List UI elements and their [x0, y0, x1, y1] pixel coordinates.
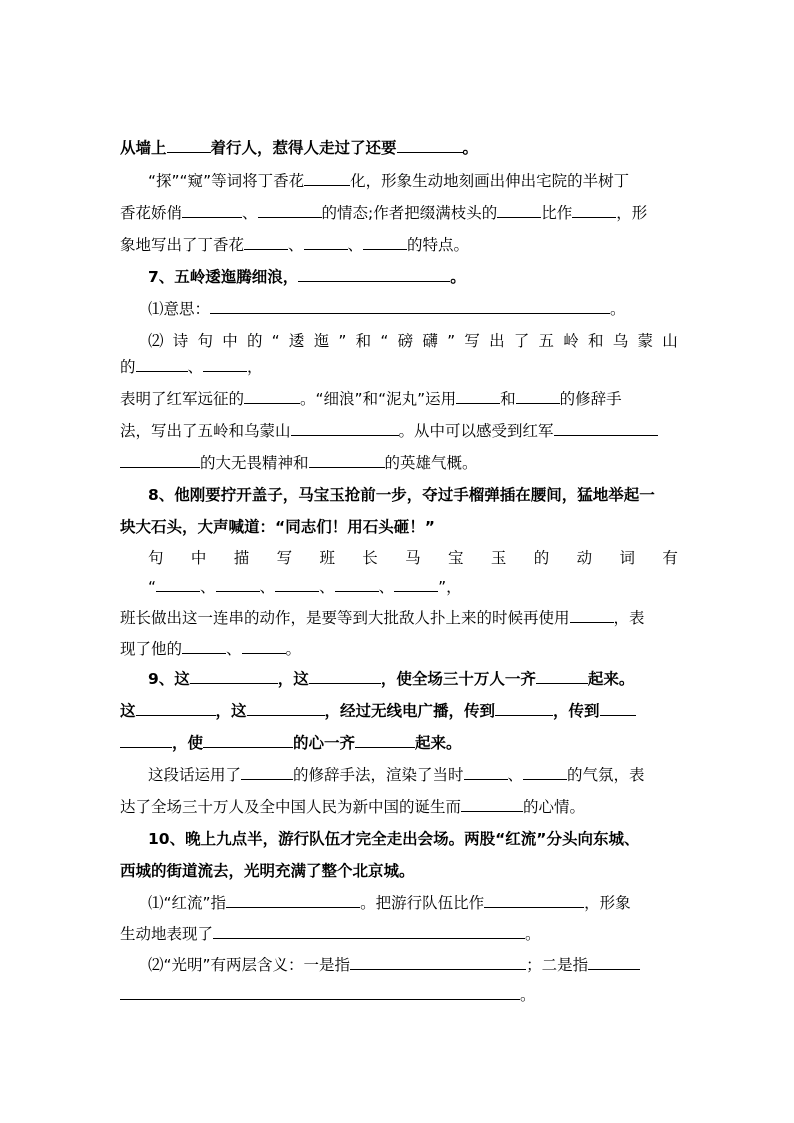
text: 这	[120, 702, 136, 720]
word: 词	[619, 549, 635, 567]
text: ，这	[277, 670, 309, 688]
text: ，形象	[584, 894, 631, 912]
text: 的修辞手	[559, 390, 622, 408]
text: ，形	[616, 204, 648, 222]
word: 长	[362, 549, 378, 567]
text: 。	[462, 139, 479, 157]
word: 和	[588, 332, 604, 350]
blank[interactable]	[182, 203, 242, 218]
text: 。	[525, 925, 541, 943]
q6-line-3	[120, 203, 680, 223]
blank[interactable]	[572, 203, 616, 218]
blank[interactable]	[355, 733, 415, 748]
blank[interactable]	[167, 138, 211, 153]
text: 从墙上	[120, 139, 167, 157]
word: 礴	[422, 332, 438, 350]
text: ”，	[438, 578, 462, 596]
blank[interactable]	[600, 701, 636, 716]
word: 描	[233, 549, 250, 567]
blank[interactable]	[516, 389, 560, 404]
blank[interactable]	[495, 701, 553, 716]
q10-title-2	[120, 861, 680, 881]
blank[interactable]	[298, 267, 450, 282]
q8-verbs	[148, 577, 678, 597]
blank[interactable]	[536, 669, 588, 684]
text: 、	[347, 236, 364, 254]
word: 出	[489, 332, 505, 350]
text: 、	[242, 204, 258, 222]
blank[interactable]	[136, 357, 188, 372]
text: 块大石头，大声喊道：“同志们！用石头砸！”	[120, 518, 435, 536]
text: ⑴意思：	[148, 300, 211, 318]
q7-title	[148, 267, 678, 287]
word: 写	[276, 549, 293, 567]
text: 表明了红军远征的	[120, 390, 245, 408]
text: 的情态;作者把缀满枝头的	[321, 204, 498, 222]
blank[interactable]	[182, 639, 226, 654]
q9-title-3	[120, 733, 680, 753]
word: 中	[190, 549, 207, 567]
text: 起来。	[415, 734, 462, 752]
q9-title-1	[148, 669, 678, 689]
blank[interactable]	[203, 357, 247, 372]
text: 生动地表现了	[120, 925, 214, 943]
blank[interactable]	[120, 733, 172, 748]
text: 、	[226, 640, 242, 658]
text: 的特点。	[407, 236, 470, 254]
word: ”	[338, 332, 347, 350]
blank[interactable]	[120, 453, 200, 468]
blank[interactable]	[210, 299, 610, 314]
text: 这段话运用了	[148, 766, 242, 784]
blank[interactable]	[363, 235, 407, 250]
word: 岭	[563, 332, 579, 350]
text: 化，形象生动地刻画出伸出宅院的半树丁	[350, 172, 630, 190]
blank[interactable]	[588, 955, 640, 970]
text: 的气氛，表	[567, 766, 645, 784]
text: “	[148, 578, 157, 596]
text: 的大无畏精神和	[200, 454, 309, 472]
text: 8、他刚要拧开盖子，马宝玉抢前一步，夺过手榴弹插在腰间，猛地举起一	[148, 486, 655, 504]
text: 班长做出这一连串的动作，是要等到大批敌人扑上来的时候再使用	[120, 609, 570, 627]
blank[interactable]	[241, 765, 293, 780]
blank[interactable]	[275, 577, 319, 592]
text: ，使	[172, 734, 204, 752]
word: 和	[355, 332, 372, 350]
word: 五	[538, 332, 555, 350]
text: 象地写出了丁香花	[120, 236, 245, 254]
text: ，使全场三十万人一齐	[380, 670, 536, 688]
word: 动	[576, 549, 593, 567]
text: 、	[200, 578, 216, 596]
text: ⑵“光明”有两层含义：一是指	[148, 956, 351, 974]
word: 逶	[288, 332, 305, 350]
word: 写	[464, 332, 480, 350]
text: 。	[285, 640, 302, 658]
blank[interactable]	[497, 203, 541, 218]
q8-title-1	[148, 485, 678, 505]
text: 的	[120, 358, 136, 376]
text: 、	[507, 766, 524, 784]
q10-part-1-line-2	[120, 924, 680, 944]
text: 。	[520, 986, 536, 1004]
blank[interactable]	[156, 577, 200, 592]
blank[interactable]	[309, 669, 381, 684]
q10-title-1	[148, 829, 678, 849]
blank[interactable]	[216, 577, 260, 592]
blank[interactable]	[304, 235, 348, 250]
q10-part-2-line-2	[120, 985, 680, 1005]
text: 起来。	[587, 670, 635, 688]
word: 玉	[490, 549, 507, 567]
text: 比作	[541, 204, 573, 222]
text: 。从中可以感受到红军	[398, 422, 554, 440]
q8-title-2	[120, 517, 680, 537]
text: 香花娇俏	[120, 204, 183, 222]
text: 。	[610, 300, 626, 318]
q7-line-4	[120, 389, 680, 409]
text: 。“细浪”和“泥丸”运用	[300, 390, 457, 408]
word: 山	[662, 332, 678, 350]
text: 西城的街道流去，光明充满了整个北京城。	[120, 862, 415, 880]
q7-part-1	[148, 299, 678, 319]
blank[interactable]	[350, 955, 526, 970]
q8-part-1	[148, 548, 678, 568]
text: ，	[247, 358, 263, 376]
blank[interactable]	[304, 171, 350, 186]
blank[interactable]	[464, 765, 508, 780]
blank[interactable]	[244, 235, 288, 250]
text: 9、这	[148, 670, 190, 688]
blank[interactable]	[309, 453, 385, 468]
q7-line-6	[120, 453, 680, 473]
word: 了	[513, 332, 530, 350]
word: 中	[222, 332, 238, 350]
q9-line-5	[120, 797, 680, 817]
text: ，表	[613, 609, 645, 627]
q6-line-1	[120, 138, 680, 158]
q8-line-5	[120, 639, 680, 659]
word: 句	[148, 549, 164, 567]
q8-line-4	[120, 608, 680, 628]
text: 7、五岭逶迤腾细浪，	[148, 268, 299, 286]
text: 的心情。	[523, 798, 586, 816]
word: 迤	[313, 332, 330, 350]
q7-part-2	[148, 331, 678, 351]
text: 法，写出了五岭和乌蒙山	[120, 422, 291, 440]
text: 、	[288, 236, 304, 254]
blank[interactable]	[554, 421, 658, 436]
word: ”	[447, 332, 456, 350]
blank[interactable]	[335, 577, 379, 592]
q9-line-4	[148, 765, 678, 785]
text: ；二是指	[526, 956, 589, 974]
text: 的修辞手法，渲染了当时	[293, 766, 464, 784]
word: 班	[319, 549, 335, 567]
q7-line-5	[120, 421, 680, 441]
text: 、	[259, 578, 276, 596]
word: 乌	[612, 332, 629, 350]
word: 的	[533, 549, 550, 567]
blank[interactable]	[394, 577, 438, 592]
word: 诗	[172, 332, 189, 350]
blank[interactable]	[242, 639, 286, 654]
blank[interactable]	[523, 765, 567, 780]
blank[interactable]	[291, 421, 399, 436]
text: 和	[500, 390, 516, 408]
text: ，这	[215, 702, 247, 720]
blank[interactable]	[247, 701, 325, 716]
text: 着行人，惹得人走过了还要	[210, 139, 397, 157]
blank[interactable]	[213, 924, 525, 939]
text: 、	[319, 578, 335, 596]
blank[interactable]	[570, 608, 614, 623]
blank[interactable]	[244, 389, 300, 404]
word: 磅	[397, 332, 414, 350]
q6-line-4	[120, 235, 680, 255]
text: 的心一齐	[293, 734, 356, 752]
word: “	[380, 332, 389, 350]
text: 现了他的	[120, 640, 183, 658]
blank[interactable]	[120, 985, 520, 1000]
blank[interactable]	[190, 669, 278, 684]
text: 、	[378, 578, 395, 596]
text: 、	[187, 358, 204, 376]
word: ⑵	[148, 332, 164, 350]
word: “	[271, 332, 280, 350]
text: 。	[450, 268, 466, 286]
blank[interactable]	[203, 733, 293, 748]
q6-line-2	[148, 171, 678, 191]
word: 句	[197, 332, 213, 350]
blank[interactable]	[456, 389, 500, 404]
text: ⑴“红流”指	[148, 894, 227, 912]
blank[interactable]	[397, 138, 463, 153]
q7-line-3	[120, 357, 680, 377]
text: 。把游行队伍比作	[360, 894, 485, 912]
text: ，传到	[553, 702, 600, 720]
q10-part-1	[148, 893, 678, 913]
blank[interactable]	[461, 797, 523, 812]
word: 宝	[448, 549, 464, 567]
word: 马	[405, 549, 421, 567]
blank[interactable]	[258, 203, 322, 218]
blank[interactable]	[136, 701, 216, 716]
q9-title-2	[120, 701, 680, 721]
blank[interactable]	[484, 893, 584, 908]
text: 的英雄气概。	[384, 454, 478, 472]
word: 蒙	[637, 332, 653, 350]
text: ，经过无线电广播，传到	[324, 702, 496, 720]
blank[interactable]	[226, 893, 360, 908]
text: 10、晚上九点半，游行队伍才完全走出会场。两股“红流”分头向东城、	[148, 830, 640, 848]
word: 的	[246, 332, 263, 350]
text: “探”“窥”等词将丁香花	[148, 172, 305, 190]
text: 达了全场三十万人及全中国人民为新中国的诞生而	[120, 798, 462, 816]
q10-part-2	[148, 955, 678, 975]
word: 有	[662, 549, 678, 567]
